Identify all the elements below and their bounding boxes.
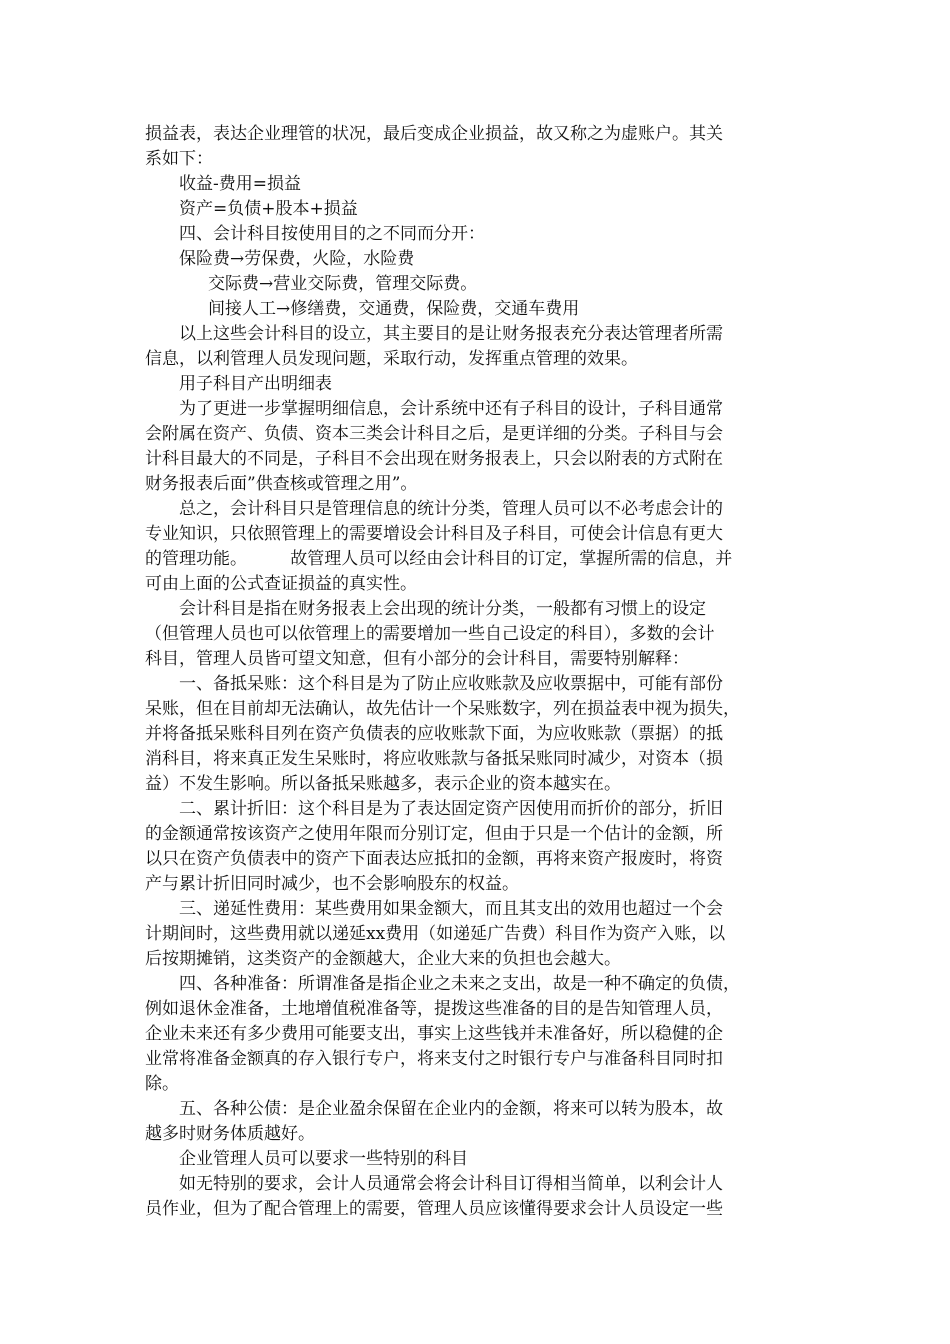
text-line: 保险费→劳保费，火险，水险费 bbox=[179, 249, 415, 269]
text-line: （但管理人员也可以依管理上的需要增加一些自己设定的科目），多数的会计 bbox=[145, 624, 715, 644]
text-line: 并将备抵呆账科目列在资产负债表的应收账款下面，为应收账款（票据）的抵 bbox=[145, 724, 723, 744]
text-line: 二、累计折旧：这个科目是为了表达固定资产因使用而折价的部分，折旧 bbox=[179, 799, 723, 819]
text-line: 间接人工→修缮费，交通费，保险费，交通车费用 bbox=[208, 299, 580, 319]
text-line: 以只在资产负债表中的资产下面表达应抵扣的金额，再将来资产报废时，将资 bbox=[145, 849, 723, 869]
text-line: 如无特别的要求，会计人员通常会将会计科目订得相当简单，以利会计人 bbox=[179, 1174, 723, 1194]
text-line: 可由上面的公式查证损益的真实性。 bbox=[145, 574, 417, 594]
section-heading: 企业管理人员可以要求一些特别的科目 bbox=[179, 1149, 468, 1169]
text-line: 业常将准备金额真的存入银行专户，将来支付之时银行专户与准备科目同时扣 bbox=[145, 1049, 723, 1069]
text-line: 计期间时，这些费用就以递延xx费用（如递延广告费）科目作为资产入账，以 bbox=[145, 924, 726, 944]
text-line: 的管理功能。 故管理人员可以经由会计科目的订定，掌握所需的信息，并 bbox=[145, 549, 733, 569]
text-line: 后按期摊销，这类资产的金额越大，企业大来的负担也会越大。 bbox=[145, 949, 621, 969]
formula-line: 资产=负债+股本+损益 bbox=[179, 199, 358, 219]
text-line: 越多时财务体质越好。 bbox=[145, 1124, 315, 1144]
text-line: 损益表，表达企业理管的状况，最后变成企业损益，故又称之为虚账户。其关 bbox=[145, 124, 723, 144]
text-line: 以上这些会计科目的设立，其主要目的是让财务报表充分表达管理者所需 bbox=[179, 324, 723, 344]
text-line: 财务报表后面”供查核或管理之用”。 bbox=[145, 474, 418, 494]
text-line: 益）不发生影响。所以备抵呆账越多，表示企业的资本越实在。 bbox=[145, 774, 621, 794]
text-line: 一、备抵呆账：这个科目是为了防止应收账款及应收票据中，可能有部份 bbox=[179, 674, 723, 694]
document-body bbox=[145, 122, 810, 1222]
text-line: 五、各种公债：是企业盈余保留在企业内的金额，将来可以转为股本，故 bbox=[179, 1099, 723, 1119]
text-line: 信息，以利管理人员发现问题，采取行动，发挥重点管理的效果。 bbox=[145, 349, 638, 369]
section-heading: 四、会计科目按使用目的之不同而分开： bbox=[179, 224, 485, 244]
text-line: 产与累计折旧同时减少，也不会影响股东的权益。 bbox=[145, 874, 519, 894]
text-line: 会附属在资产、负债、资本三类会计科目之后，是更详细的分类。子科目与会 bbox=[145, 424, 723, 444]
text-line: 系如下： bbox=[145, 149, 213, 169]
text-line: 消科目，将来真正发生呆账时，将应收账款与备抵呆账同时减少，对资本（损 bbox=[145, 749, 723, 769]
text-line: 为了更进一步掌握明细信息，会计系统中还有子科目的设计，子科目通常 bbox=[179, 399, 723, 419]
text-line: 总之，会计科目只是管理信息的统计分类，管理人员可以不必考虑会计的 bbox=[179, 499, 723, 519]
text-line: 员作业，但为了配合管理上的需要，管理人员应该懂得要求会计人员设定一些 bbox=[145, 1199, 723, 1219]
text-line: 呆账，但在目前却无法确认，故先估计一个呆账数字，列在损益表中视为损失， bbox=[145, 699, 740, 719]
text-line: 专业知识，只依照管理上的需要增设会计科目及子科目，可使会计信息有更大 bbox=[145, 524, 723, 544]
text-line: 除。 bbox=[145, 1074, 179, 1094]
section-heading: 用子科目产出明细表 bbox=[179, 374, 332, 394]
text-line: 三、递延性费用：某些费用如果金额大，而且其支出的效用也超过一个会 bbox=[179, 899, 723, 919]
text-line: 四、各种准备：所谓准备是指企业之未来之支出，故是一种不确定的负债， bbox=[179, 974, 740, 994]
text-line: 企业未来还有多少费用可能要支出，事实上这些钱并未准备好，所以稳健的企 bbox=[145, 1024, 723, 1044]
formula-line: 收益-费用=损益 bbox=[179, 174, 301, 194]
text-line: 交际费→营业交际费，管理交际费。 bbox=[208, 274, 478, 294]
text-line: 例如退休金准备，土地增值税准备等，提拨这些准备的目的是告知管理人员， bbox=[145, 999, 723, 1019]
text-line: 会计科目是指在财务报表上会出现的统计分类，一般都有习惯上的设定 bbox=[179, 599, 706, 619]
text-line: 计科目最大的不同是，子科目不会出现在财务报表上，只会以附表的方式附在 bbox=[145, 449, 723, 469]
text-line: 的金额通常按该资产之使用年限而分别订定，但由于只是一个估计的金额，所 bbox=[145, 824, 723, 844]
text-line: 科目，管理人员皆可望文知意，但有小部分的会计科目，需要特别解释： bbox=[145, 649, 689, 669]
